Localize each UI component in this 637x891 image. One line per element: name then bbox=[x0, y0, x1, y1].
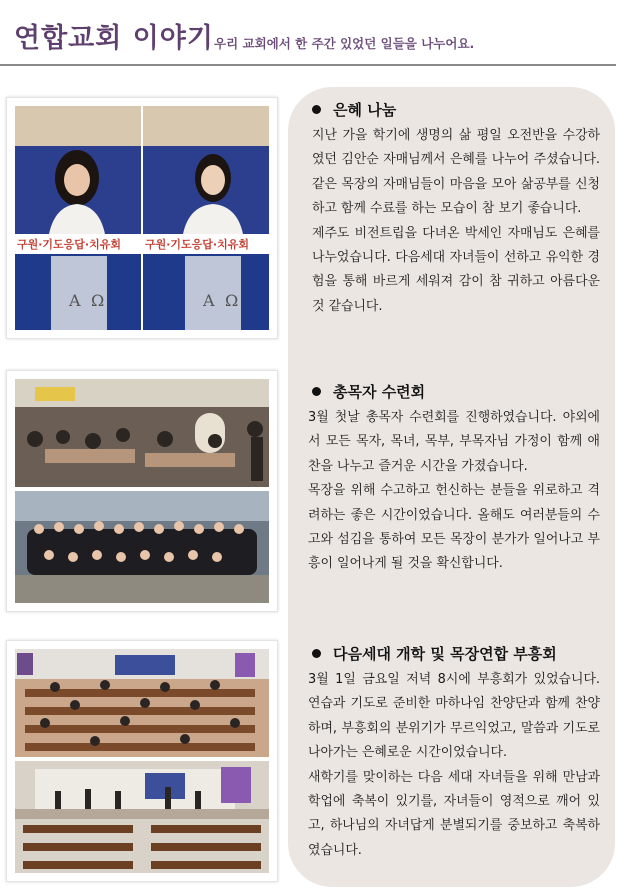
bullet-icon bbox=[312, 387, 321, 396]
section-revival-meeting bbox=[300, 642, 600, 863]
section-heading bbox=[300, 642, 600, 664]
photo-revival-meeting bbox=[6, 640, 278, 882]
section-grace-sharing bbox=[300, 98, 600, 319]
section-body bbox=[300, 406, 600, 577]
header-divider bbox=[0, 64, 616, 66]
svg-text:A: A bbox=[203, 291, 215, 310]
speakers-image bbox=[15, 106, 269, 330]
retreat-image bbox=[15, 379, 269, 603]
section-body bbox=[300, 668, 600, 863]
section-paragraph: 3월 첫날 총목자 수련회를 진행하였습니다. 야외에서 모든 목자, 목녀, 목부, 부목자님 가정이 함께 애찬을 나누고 즐거운 시간을 가졌습니다. bbox=[308, 410, 600, 474]
section-title: 은혜 나눔 bbox=[333, 100, 397, 119]
photo-grace-sharing bbox=[6, 97, 278, 339]
page-title: 연합교회 이야기 bbox=[14, 23, 214, 54]
page-subtitle: 우리 교회에서 한 주간 있었던 일들을 나누어요. bbox=[214, 36, 475, 51]
section-title: 총목자 수련회 bbox=[333, 382, 426, 401]
section-paragraph: 목장을 위해 수고하고 헌신하는 분들을 위로하고 격려하는 좋은 시간이었습니다. 올해도 여러분들의 수고와 섬김을 통하여 모든 목장이 분가가 일어나고 부흥이 일어나게 될 것을 확신합니다. bbox=[308, 483, 600, 572]
section-body bbox=[300, 124, 600, 319]
section-paragraph: 3월 1일 금요일 저녁 8시에 부흥회가 있었습니다. 연습과 기도로 준비한 마하나임 찬양단과 함께 찬양하며, 부흥회의 분위기가 무르익었고, 말씀과 기도로 나아가는 은혜로운 시간이었습니다. bbox=[308, 672, 600, 761]
section-heading bbox=[300, 380, 600, 402]
section-paragraph: 지난 가을 학기에 생명의 삶 평일 오전반을 수강하였던 김안순 자매님께서 은혜를 나누어 주셨습니다. 같은 목장의 자매님들이 마음을 모아 삶공부를 신청하고 함께 수료를 하는 모습이 참 보기 좋습니다. bbox=[312, 128, 600, 217]
svg-text:Ω: Ω bbox=[91, 291, 105, 310]
svg-text:A: A bbox=[69, 291, 81, 310]
bullet-icon bbox=[312, 649, 321, 658]
photo-leaders-retreat bbox=[6, 370, 278, 612]
svg-text:구원·기도응답·치유회: 구원·기도응답·치유회 bbox=[17, 238, 121, 251]
section-title: 다음세대 개학 및 목장연합 부흥회 bbox=[333, 644, 557, 663]
revival-image bbox=[15, 649, 269, 873]
svg-text:Ω: Ω bbox=[225, 291, 239, 310]
page-header bbox=[0, 0, 637, 66]
bullet-icon bbox=[312, 105, 321, 114]
section-leaders-retreat bbox=[300, 380, 600, 577]
section-paragraph: 제주도 비전트립을 다녀온 박세인 자매님도 은혜를 나누었습니다. 다음세대 자녀들이 선하고 유익한 경험을 통해 바르게 세워져 감이 참 귀하고 아름다운 것 같습니다. bbox=[312, 225, 600, 314]
section-paragraph: 새학기를 맞이하는 다음 세대 자녀들을 위해 만남과 학업에 축복이 있기를, 자녀들이 영적으로 깨어 있고, 하나님의 자녀답게 분별되기를 중보하고 축복하였습니다. bbox=[308, 769, 600, 858]
svg-text:구원·기도응답·치유회: 구원·기도응답·치유회 bbox=[145, 238, 249, 251]
section-heading bbox=[300, 98, 600, 120]
